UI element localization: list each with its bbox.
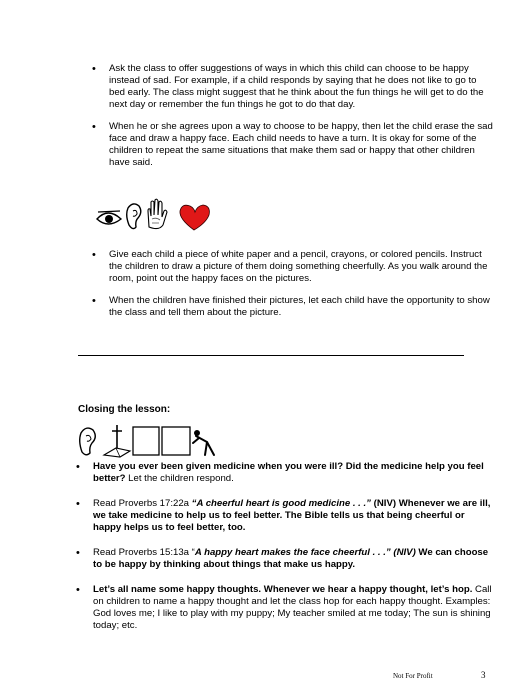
- cross-bible-icon: [104, 425, 130, 457]
- bullet: •: [76, 584, 80, 596]
- square-icon: [162, 427, 190, 455]
- bullet-text: When he or she agrees upon a way to choose to be happy, then let the child erase the sad face and draw a happy face. Each child needs to have a turn. It is okay for some of the children to repeat the same situations that make them sad or happy that other children have said.: [109, 121, 493, 168]
- list-item: [92, 295, 494, 319]
- bullet-text-bold: (NIV) Whenever we are ill, we take medicine to help us to feel better. The Bible tells us that being cheerful or happy helps us to feel better, too.: [93, 498, 491, 533]
- list-item: [76, 461, 495, 485]
- bullet-text: Ask the class to offer suggestions of ways in which this child can choose to be happy instead of sad. For example, if a child responds by saying that he does not like to go to bed early. The class might suggest that he think about the fun things he will get to do the next day or remember the fun things he got to do that day.: [109, 63, 484, 110]
- bullet: •: [76, 498, 80, 510]
- list-item: [92, 63, 494, 111]
- hand-icon: [148, 199, 167, 228]
- bullet: •: [92, 121, 96, 133]
- list-item: [76, 498, 495, 534]
- bullet: •: [92, 295, 96, 307]
- eye-icon: [97, 211, 121, 224]
- bullet-list-closing: [76, 461, 495, 632]
- square-icon: [133, 427, 159, 455]
- sense-icons-row: [95, 197, 215, 233]
- closing-heading: Closing the lesson:: [78, 404, 171, 415]
- bullet-text-bold: We can choose to be happy by thinking about things that make us happy.: [93, 547, 489, 570]
- list-item: [76, 547, 495, 571]
- bullet-text: When the children have finished their pictures, let each child have the opportunity to show the class and tell them about the picture.: [109, 295, 490, 318]
- scripture-quote: “A cheerful heart is good medicine . . .”: [191, 498, 371, 509]
- list-item: [76, 584, 495, 632]
- footer-text: Not For Profit: [393, 672, 433, 680]
- bullet-text: Read Proverbs 15:13a “: [93, 547, 195, 558]
- bullet-text: Give each child a piece of white paper and a pencil, crayons, or colored pencils. Instruct the children to draw a picture of them doing something cheerfully. As you walk around the room, point out the happy faces on the pictures.: [109, 249, 488, 284]
- bullet-text: Call on children to name a happy thought and let the class hop for each happy thought. Examples: God loves me; I like to play with my puppy; My teacher smiled at me today; The sun is shining today; etc.: [93, 584, 492, 631]
- list-item: [92, 249, 494, 285]
- list-item: [92, 121, 494, 169]
- bullet: •: [76, 461, 80, 473]
- heart-icon: [180, 205, 209, 230]
- bullet-list-suggestions: [92, 63, 494, 169]
- section-divider: [78, 355, 464, 356]
- closing-icons-row: [76, 422, 226, 458]
- bullet-list-drawing: [92, 249, 494, 319]
- ear-icon: [127, 204, 141, 229]
- bullet: •: [76, 547, 80, 559]
- page-number: 3: [481, 670, 486, 680]
- bullet-text: Let the children respond.: [125, 473, 234, 484]
- bullet-text-bold: Let’s all name some happy thoughts. Whenever we hear a happy thought, let’s hop.: [93, 584, 473, 595]
- ear-icon: [80, 428, 96, 455]
- bullet-text: Read Proverbs 17:22a: [93, 498, 192, 509]
- kneeling-person-icon: [193, 430, 214, 455]
- scripture-quote: A happy heart makes the face cheerful . . .” (NIV): [194, 547, 416, 558]
- bullet: •: [92, 249, 96, 261]
- bullet: •: [92, 63, 96, 75]
- bullet-text-bold: Have you ever been given medicine when you were ill? Did the medicine help you feel better?: [93, 461, 484, 484]
